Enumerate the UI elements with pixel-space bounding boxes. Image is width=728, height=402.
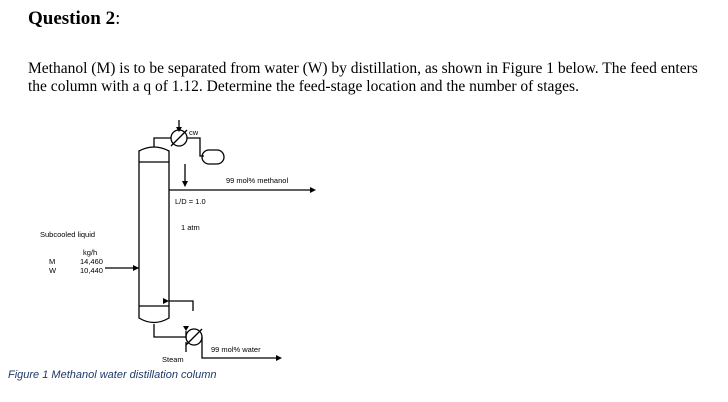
question-line-2: the column with a q of 1.12. Determine the feed-stage location and the number of stages. xyxy=(28,78,579,95)
overhead-vapor-line xyxy=(154,138,171,147)
feed-w-value: 10,440 xyxy=(80,266,103,275)
bottoms-arrowhead xyxy=(276,355,282,361)
column-shell xyxy=(139,147,169,323)
reboiler-return-line xyxy=(169,301,193,311)
feed-m-value: 14,460 xyxy=(80,257,103,266)
steam-arrowhead xyxy=(183,326,189,331)
feed-w-label: W xyxy=(49,266,57,275)
question-heading-colon: : xyxy=(115,8,121,29)
distillate-arrowhead xyxy=(310,187,316,193)
cw-label: cw xyxy=(189,128,199,137)
reflux-drum xyxy=(202,150,224,164)
bottoms-label: 99 mol% water xyxy=(211,345,261,354)
distillate-label: 99 mol% methanol xyxy=(226,176,289,185)
pressure-label: 1 atm xyxy=(181,223,200,232)
reflux-ratio-label: L/D = 1.0 xyxy=(175,197,206,206)
condensate-line xyxy=(187,138,204,156)
figure-caption: Figure 1 Methanol water distillation column xyxy=(8,369,217,381)
question-line-1: Methanol (M) is to be separated from water (W) by distillation, as shown in Figure 1 below. The feed enters xyxy=(28,60,698,77)
steam-label: Steam xyxy=(162,355,184,364)
feed-m-label: M xyxy=(49,257,56,266)
feed-units-label: kg/h xyxy=(83,248,98,257)
reboiler-return-arrowhead xyxy=(163,298,169,304)
feed-arrowhead xyxy=(133,265,139,271)
feed-condition-label: Subcooled liquid xyxy=(40,230,96,239)
question-heading-text: Question 2 xyxy=(28,8,116,29)
reflux-arrowhead xyxy=(182,181,188,187)
bottoms-draw-line xyxy=(154,324,186,337)
